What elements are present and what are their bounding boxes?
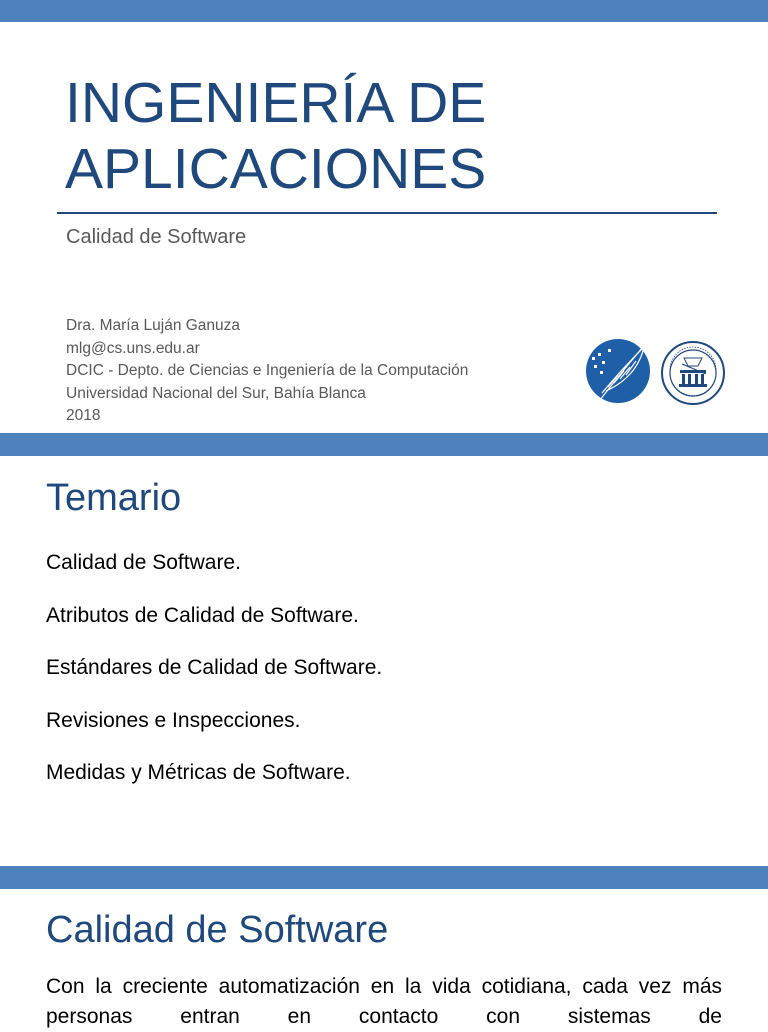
- list-item: Revisiones e Inspecciones.: [46, 708, 301, 732]
- list-item: Calidad de Software.: [46, 551, 241, 574]
- dcic-logo-icon: [582, 335, 652, 409]
- temario-title: Temario: [46, 477, 182, 519]
- list-item: Estándares de Calidad de Software.: [46, 656, 383, 679]
- calidad-title: Calidad de Software: [46, 909, 389, 951]
- top-accent-bar: [0, 0, 768, 22]
- list-item: Atributos de Calidad de Software.: [46, 603, 359, 627]
- author-name: Dra. María Luján Ganuza: [66, 317, 241, 334]
- slide-subtitle: Calidad de Software: [66, 226, 247, 248]
- list-item: Medidas y Métricas de Software.: [46, 761, 351, 784]
- section-accent-bar: [0, 866, 768, 889]
- uns-seal-icon: [660, 340, 726, 406]
- temario-list: [46, 548, 382, 811]
- body-paragraph: Con la creciente automatización en la vida cotidiana, cada vez más personas entran en contacto con sistemas de: [46, 975, 722, 1028]
- author-info: [66, 315, 468, 428]
- title-divider: [57, 212, 717, 214]
- author-university: Universidad Nacional del Sur, Bahía Blanca: [66, 384, 366, 402]
- author-year: 2018: [66, 407, 101, 424]
- author-department: DCIC - Depto. de Ciencias e Ingeniería de la Computación: [66, 362, 469, 379]
- slide-title: INGENIERÍA DE APLICACIONES: [65, 71, 487, 201]
- author-email: mlg@cs.uns.edu.ar: [66, 339, 200, 357]
- section-accent-bar: [0, 433, 768, 456]
